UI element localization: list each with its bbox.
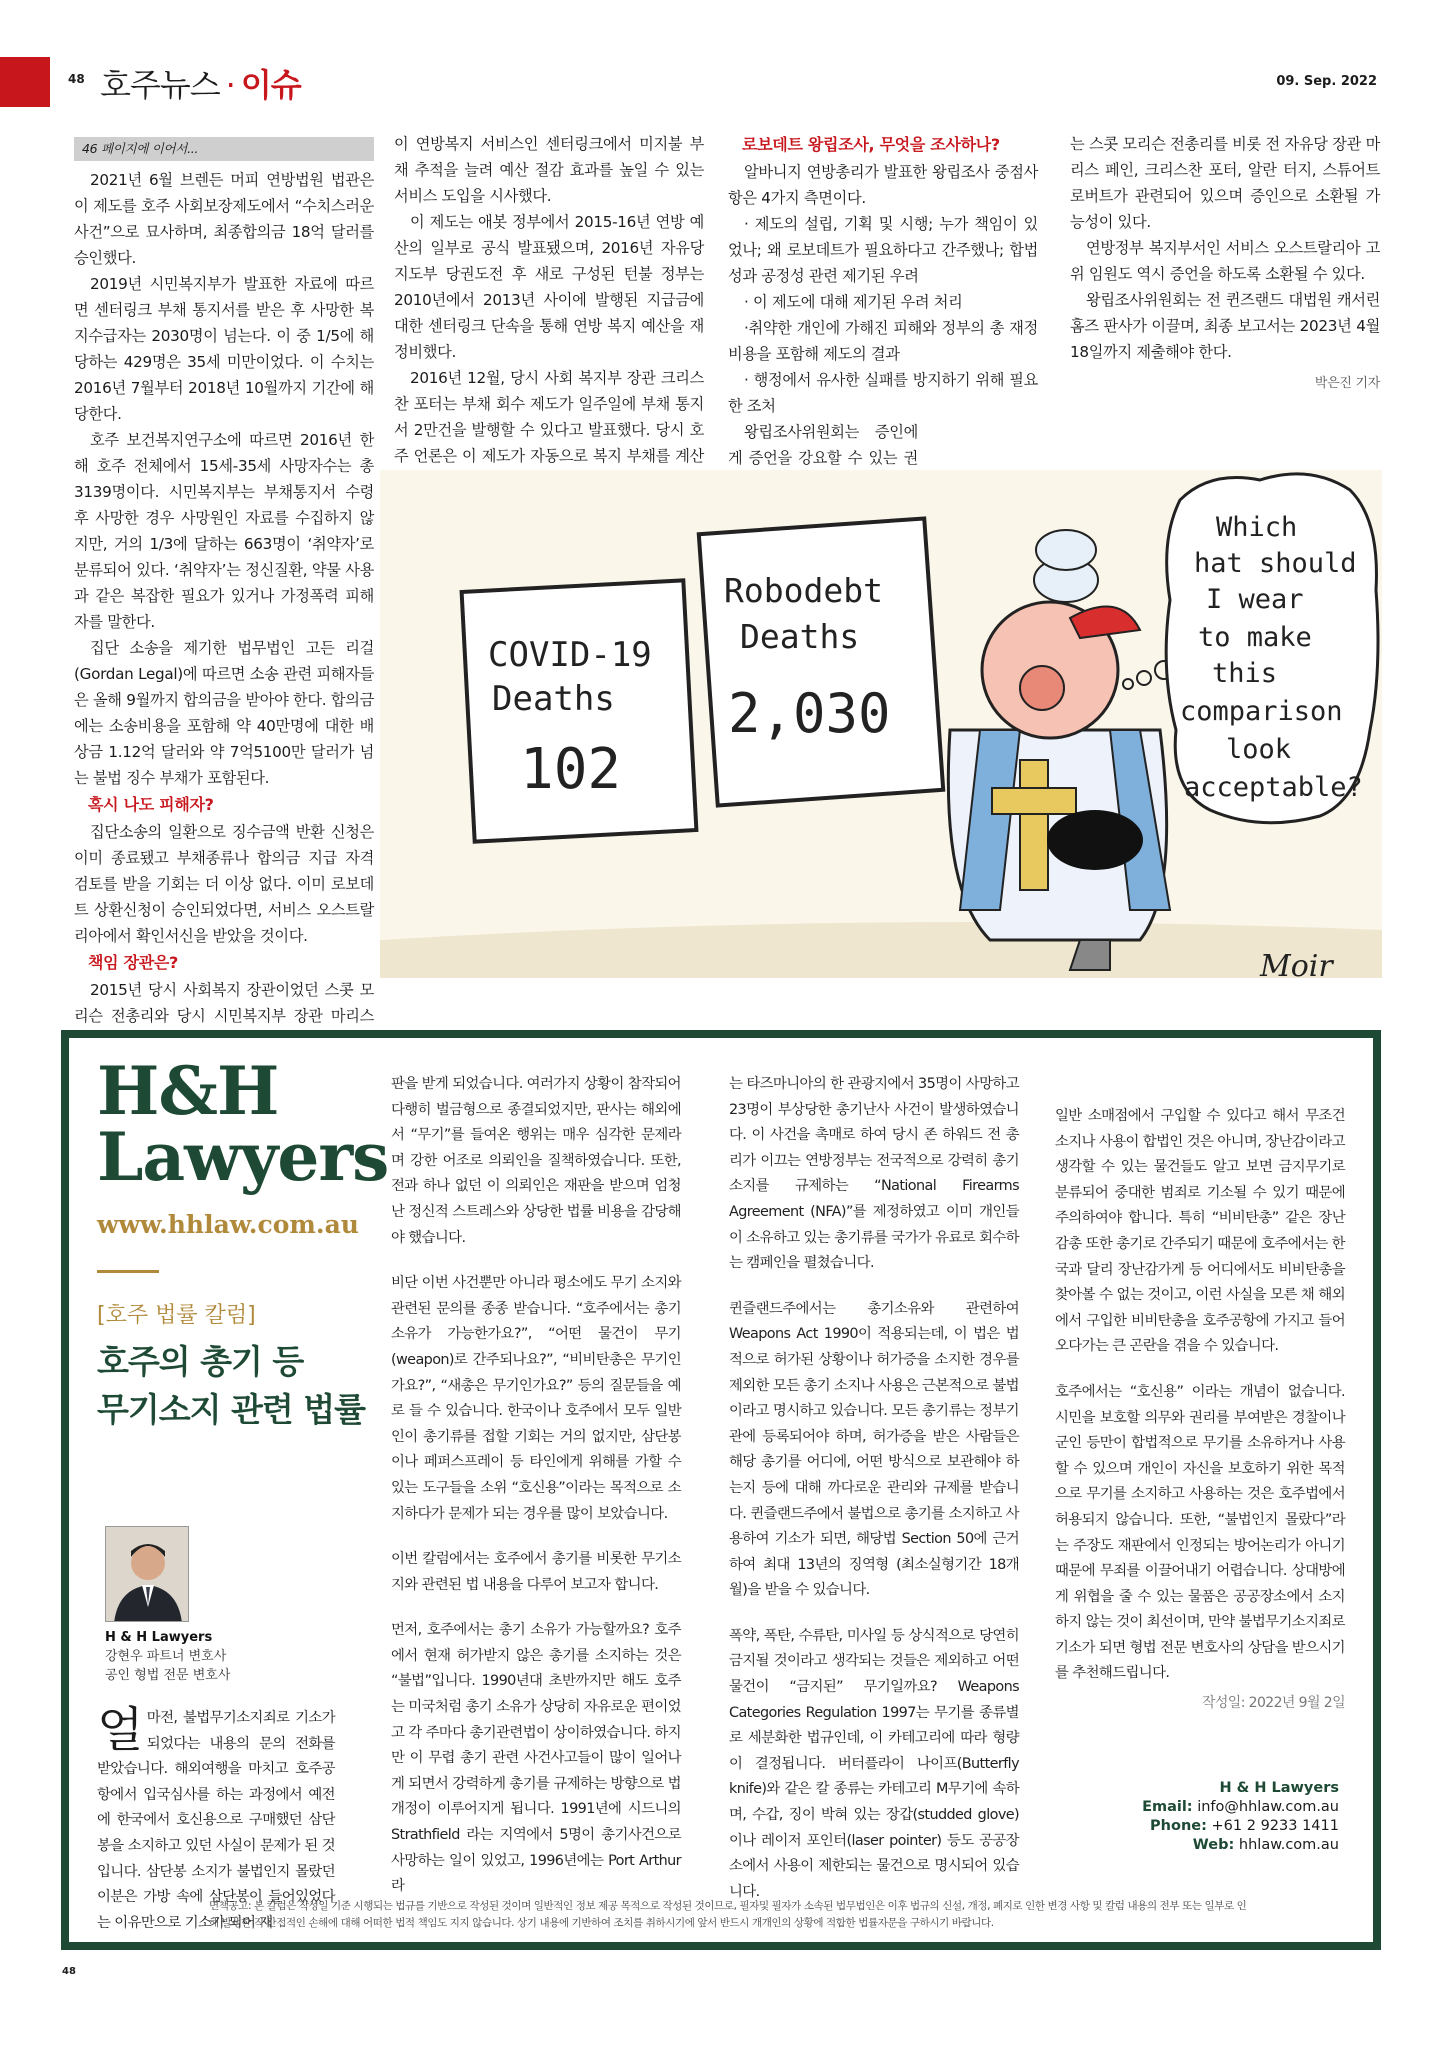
subheading: 책임 장관은? xyxy=(88,953,179,972)
board1-value: 102 xyxy=(520,737,622,802)
title-line-1: 호주의 총기 등 xyxy=(97,1342,304,1381)
paragraph: 호주 보건복지연구소에 따르면 2016년 한해 호주 전체에서 15세-35세 사망자수는 총 3139명이다. 시민복지부는 부채통지서 수령 후 사망한 경우 사망원인 자료를 수집하지 않지만, 거의 1/3에 달하는 663명이 ‘취약자’로 분류되어 있다. ‘취약자’는 정신질환, 약물 사용과 같은 복잡한 필요가 있거나 가정폭력 피해자를 말한다. xyxy=(74,431,374,631)
contact-firm: H & H Lawyers xyxy=(1219,1780,1339,1796)
author-role: 공인 형법 전문 변호사 xyxy=(105,1668,231,1683)
paragraph: 2016년 12월, 당시 사회 복지부 장관 크리스찬 포터는 부채 회수 제도가 일주일에 부채 통지서 2만건을 발행할 수 있다고 발표했다. 당시 호주 언론은 이 제도가 자동으로 복지 부채를 계산 xyxy=(394,369,704,465)
disclaimer: 면책공고: 본 칼럼은 작성일 기준 시행되는 법규를 기반으로 작성된 것이며 일반적인 정보 제공 목적으로 작성된 것이므로, 필자및 필자가 소속된 법무법인은 이후 법규의 신설, 개정, 폐지로 인한 변경 사항 및 칼럼 내용의 전부 또는 일부로 인해 발생한 직·간접적인 손해에 대해 어떠한 법적 책임도 지지 않습니다. 상기 내용에 기반하여 조치를 취하시기에 앞서 반드시 개개인의 상황에 적합한 법률자문을 구하시기 바랍니다. xyxy=(209,1900,1247,1929)
author-firm: H & H Lawyers xyxy=(105,1630,213,1645)
paragraph: 비단 이번 사건뿐만 아니라 평소에도 무기 소지와 관련된 문의를 종종 받습니다. “호주에서는 총기 소유가 가능한가요?”, “어떤 물건이 무기(weapon)로 간주되나요?”, “비비탄총은 무기인가요?”, “새총은 무기인가요?” 등의 질문들을 예로 들 수 있습니다. 한국이나 호주에서 모두 일반인이 총기류를 접할 기회는 거의 없지만, 삼단봉이나 페퍼스프레이 등 타인에게 위해를 가할 수 있는 도구들을 소위 “호신용”이라는 목적으로 소지하다가 문제가 되는 경우를 많이 보았습니다. xyxy=(391,1275,681,1522)
column-label: [호주 법률 칼럼] xyxy=(97,1303,256,1328)
continued-note: 46 페이지에 이어서... xyxy=(74,137,374,161)
written-date: 작성일: 2022년 9월 2일 xyxy=(1201,1695,1345,1712)
brand-line-1: H&H xyxy=(97,1052,279,1130)
paragraph: 왕립조사위원회는 증인에게 증언을 강요할 수 있는 권 xyxy=(728,423,918,467)
board2-line1: Robodebt xyxy=(724,571,883,610)
paragraph: 먼저, 호주에서는 총기 소유가 가능할까요? 호주에서 현재 허가받지 않은 총기를 소지하는 것은 “불법”입니다. 1990년대 초반까지만 해도 호주는 미국처럼 총기 소유가 상당히 자유로운 편이었고 각 주마다 총기관련법이 상이하였습니다. 하지만 이 무렵 총기 관련 사건사고들이 많이 일어나게 되면서 강력하게 총기를 규제하는 방향으로 법 개정이 이루어지게 됩니다. 1991년에 시드니의 Strathfield 라는 지역에서 5명이 총기사건으로 사망하는 일이 있었고, 1996년에는 Port Arthur 라 xyxy=(391,1622,681,1895)
paragraph: 이 제도는 애봇 정부에서 2015-16년 연방 예산의 일부로 공식 발표됐으며, 2016년 자유당 지도부 당권도전 후 새로 구성된 턴불 정부는 2010년에서 2013년 사이에 발행된 지급금에 대한 센터링크 단속을 통해 연방 복지 예산을 재정비했다. xyxy=(394,213,704,361)
drop-cap: 얼 xyxy=(97,1702,143,1758)
paragraph: ·취약한 개인에 가해진 피해와 정부의 총 재정 비용을 포함해 제도의 결과 xyxy=(728,319,1038,363)
paragraph: 이번 칼럼에서는 호주에서 총기를 비롯한 무기소지와 관련된 법 내용을 다루어 보고자 합니다. xyxy=(391,1551,681,1593)
bubble-line: hat should xyxy=(1194,548,1357,579)
bubble-line: look xyxy=(1226,734,1292,765)
section-separator: · xyxy=(225,66,235,104)
phone-value[interactable]: +61 2 9233 1411 xyxy=(1211,1818,1339,1834)
issue-date: 09. Sep. 2022 xyxy=(1276,74,1377,89)
paragraph: 2015년 당시 사회복지 장관이었던 스콧 모리슨 전총리와 당시 시민복지부 장관 마리스 xyxy=(74,981,374,1025)
bubble-line: to make xyxy=(1198,622,1312,653)
paragraph: 퀸즐랜드주에서는 총기소유와 관련하여 Weapons Act 1990이 적용되는데, 이 법은 법적으로 허가된 상황이나 허가증을 소지한 경우를 제외한 모든 총기 소지나 사용은 근본적으로 불법이라고 명시하고 있습니다. 모든 총기류는 정부기관에 등록되어야 하며, 허가증을 받은 사람들은 해당 총기를 어디에, 어떤 방식으로 보관해야 하는지 등에 대해 까다로운 관리와 규제를 받습니다. 퀸즐랜드주에서 불법으로 총기를 소지하고 사용하여 기소가 되면, 해당법 Section 50에 근거하여 최대 13년의 징역형 (최소실형기간 18개월)을 받을 수 있습니다. xyxy=(729,1300,1019,1599)
paragraph: 일반 소매점에서 구입할 수 있다고 해서 무조건 소지나 사용이 합법인 것은 아니며, 장난감이라고 생각할 수 있는 물건들도 알고 보면 금지무기로 분류되어 중대한 범죄로 기소될 수 있기 때문에 주의하여야 합니다. 특히 “비비탄총” 같은 장난감총 또한 총기로 간주되기 때문에 호주에서는 한국과 달리 장난감가게 등 어디에서도 비비탄총을 찾아볼 수 없는 것이고, 이런 사실을 모른 채 해외에서 구입한 비비탄총을 호주공항에 가지고 들어오다가는 큰 곤란을 겪을 수 있습니다. xyxy=(1055,1108,1345,1355)
section-title xyxy=(100,60,301,106)
paragraph: · 이 제도에 대해 제기된 우려 처리 xyxy=(744,293,963,311)
reporter-byline: 박은진 기자 xyxy=(1314,376,1380,391)
paragraph: 는 스콧 모리슨 전총리를 비롯 전 자유당 장관 마리스 페인, 크리스찬 포터, 알란 터지, 스튜어트 로버트가 관련되어 있으며 증인으로 소환될 가능성이 있다. xyxy=(1070,135,1380,231)
paragraph: 집단 소송을 제기한 법무법인 고든 리걸(Gordan Legal)에 따르면 소송 관련 피해자들은 올해 9월까지 합의금을 받아야 한다. 합의금에는 소송비용을 포함해 약 40만명에 대한 배상금 1.12억 달러와 약 7억5100만 달러가 넘는 불법 징수 부채가 포함된다. xyxy=(74,639,374,787)
paragraph: 는 타즈마니아의 한 관광지에서 35명이 사망하고 23명이 부상당한 총기난사 사건이 발생하였습니다. 이 사건을 촉매로 하여 당시 존 하워드 전 총리가 이끄는 연방정부는 전국적으로 강력히 총기소지를 규제하는 “National Firearms Agreement (NFA)”를 제정하였고 이미 개인들이 소유하고 있는 총기류를 국가가 유료로 회수하는 캠페인을 펼쳤습니다. xyxy=(729,1076,1019,1272)
article-column-1 xyxy=(74,137,374,1055)
paragraph: 연방정부 복지부서인 서비스 오스트랄리아 고위 임원도 역시 증언을 하도록 소환될 수 있다. xyxy=(1070,239,1380,283)
author-name: 강현우 파트너 변호사 xyxy=(105,1649,227,1664)
brand-website: www.hhlaw.com.au xyxy=(97,1210,359,1239)
author-photo xyxy=(105,1526,189,1622)
paragraph: · 행정에서 유사한 실패를 방지하기 위해 필요한 조처 xyxy=(728,371,1038,415)
law-column-advertisement xyxy=(61,1030,1381,1950)
web-label: Web: xyxy=(1192,1837,1235,1853)
board1-line2: Deaths xyxy=(492,679,615,719)
paragraph: 알바니지 연방총리가 발표한 왕립조사 중점사항은 4가지 측면이다. xyxy=(728,163,1038,207)
paragraph: 2019년 시민복지부가 발표한 자료에 따르면 센터링크 부채 통지서를 받은 후 사망한 복지수급자는 2030명이 넘는다. 이 중 1/5에 해당하는 429명은 35세 미만이었다. 이 수치는 2016년 7월부터 2018년 10월까지 기간에 해당한다. xyxy=(74,275,374,423)
section-color-tab xyxy=(0,57,50,107)
intro-text: 마전, 불법무기소지죄로 기소가 되었다는 내용의 문의 전화를 받았습니다. 해외여행을 마치고 호주공항에서 입국심사를 하는 과정에서 예전에 한국에서 호신용으로 구매했던 삼단봉을 소지하고 있던 사실이 문제가 된 것입니다. 삼단봉 소지가 불법인지 몰랐던 이분은 가방 속에 삼단봉이 들어있었다는 이유만으로 기소가 되어 재 xyxy=(97,1710,335,1931)
section-sub: 이슈 xyxy=(240,66,301,104)
paragraph: · 제도의 설립, 기획 및 시행; 누가 책임이 있었나; 왜 로보데트가 필요하다고 간주했나; 합법성과 공정성 관련 제기된 우려 xyxy=(728,215,1038,285)
subheading: 로보데트 왕립조사, 무엇을 조사하나? xyxy=(742,135,1000,154)
article-column-3 xyxy=(728,131,1038,497)
ad-column-3 xyxy=(729,1072,1019,1925)
brand-line-2: Lawyers xyxy=(97,1118,389,1196)
paragraph: 이 연방복지 서비스인 센터링크에서 미지불 부채 추적을 늘려 예산 절감 효과를 높일 수 있는 서비스 도입을 시사했다. xyxy=(394,135,704,205)
title-line-2: 무기소지 관련 법률 xyxy=(97,1390,366,1429)
ad-column-4 xyxy=(1055,1104,1345,1717)
divider xyxy=(97,1270,159,1273)
bubble-line: I wear xyxy=(1206,584,1304,615)
board1-line1: COVID-19 xyxy=(488,635,652,675)
bubble-line: comparison xyxy=(1180,696,1343,727)
editorial-cartoon xyxy=(380,470,1382,978)
subheading: 혹시 나도 피해자? xyxy=(88,795,214,814)
paragraph: 폭약, 폭탄, 수류탄, 미사일 등 상식적으로 당연히 금지될 것이라고 생각되는 것들은 제외하고 어떤 물건이 “금지된” 무기일까요? Weapons Categories Regulation 1997는 무기를 종류별로 세분화한 법규인데, 이 카테고리에 따라 형량이 결정됩니다. 버터플라이 나이프(Butterfly knife)와 같은 칼 종류는 카테고리 M무기에 속하며, 수갑, 징이 박혀 있는 장갑(studded glove)이나 레이저 포인터(laser pointer) 등도 공공장소에서 사용이 제한되는 물건으로 명시되어 있습니다. xyxy=(729,1627,1019,1900)
paragraph: 판을 받게 되었습니다. 여러가지 상황이 참작되어 다행히 벌금형으로 종결되었지만, 판사는 해외에서 “무기”를 들여온 행위는 매우 심각한 문제라며 강한 어조로 의뢰인을 질책하였습니다. 또한, 전과 하나 없던 이 의뢰인은 재판을 받으며 엄청난 정신적 스트레스와 상당한 법률 비용을 감당해야 했습니다. xyxy=(391,1076,681,1246)
brand-logo xyxy=(97,1052,389,1196)
email-label: Email: xyxy=(1142,1799,1193,1815)
bubble-line: acceptable? xyxy=(1184,772,1363,803)
paragraph: 집단소송의 일환으로 징수금액 반환 신청은 이미 종료됐고 부채종류나 합의금 지급 자격 검토를 받을 기회는 더 이상 없다. 이미 로보데트 상환신청이 승인되었다면, 서비스 오스트랄리아에서 확인서신을 받았을 것이다. xyxy=(74,823,374,945)
section-main: 호주뉴스 xyxy=(100,66,220,104)
contact-block xyxy=(1142,1779,1339,1855)
article-column-4 xyxy=(1070,131,1380,397)
covid-deaths-board xyxy=(462,580,697,841)
web-value[interactable]: hhlaw.com.au xyxy=(1238,1837,1339,1853)
robodebt-deaths-board xyxy=(699,518,943,805)
bubble-line: Which xyxy=(1216,512,1298,543)
paragraph: 2021년 6월 브렌든 머피 연방법원 법관은 이 제도를 호주 사회보장제도에서 “수치스러운 사건”으로 묘사하며, 최종합의금 18억 달러를 승인했다. xyxy=(74,171,374,267)
phone-label: Phone: xyxy=(1150,1818,1207,1834)
author-caption xyxy=(105,1628,230,1685)
paragraph: 호주에서는 “호신용” 이라는 개념이 없습니다. 시민을 보호할 의무와 권리를 부여받은 경찰이나 군인 등만이 합법적으로 무기를 소유하거나 사용할 수 있으며 개인이 자신을 보호하기 위한 목적으로 무기를 소지하고 사용하는 것은 호주법에서 허용되지 않습니다. 또한, “불법인지 몰랐다”라는 주장도 재판에서 인정되는 방어논리가 아니기 때문에 무죄를 이끌어내기 어렵습니다. 상대방에게 위협을 줄 수 있는 물품은 공공장소에서 소지하지 않는 것이 최선이며, 만약 불법무기소지죄로 기소가 되면 형법 전문 변호사의 상담을 받으시기를 추천해드립니다. xyxy=(1055,1383,1345,1682)
person-icon xyxy=(106,1527,189,1622)
footer-page-number: 48 xyxy=(62,1966,76,1977)
paragraph: 왕립조사위원회는 전 퀸즈랜드 대법원 캐서린 홈즈 판사가 이끌며, 최종 보고서는 2023년 4월 18일까지 제출해야 한다. xyxy=(1070,291,1380,361)
email-value[interactable]: info@hhlaw.com.au xyxy=(1197,1799,1339,1815)
board2-value: 2,030 xyxy=(728,682,891,745)
board2-line2: Deaths xyxy=(740,617,860,656)
cartoonist-signature: Moir xyxy=(1260,949,1333,978)
column-title xyxy=(97,1338,365,1434)
bubble-line: this xyxy=(1212,658,1278,689)
page-number: 48 xyxy=(68,72,85,86)
ad-column-2 xyxy=(391,1072,681,1920)
